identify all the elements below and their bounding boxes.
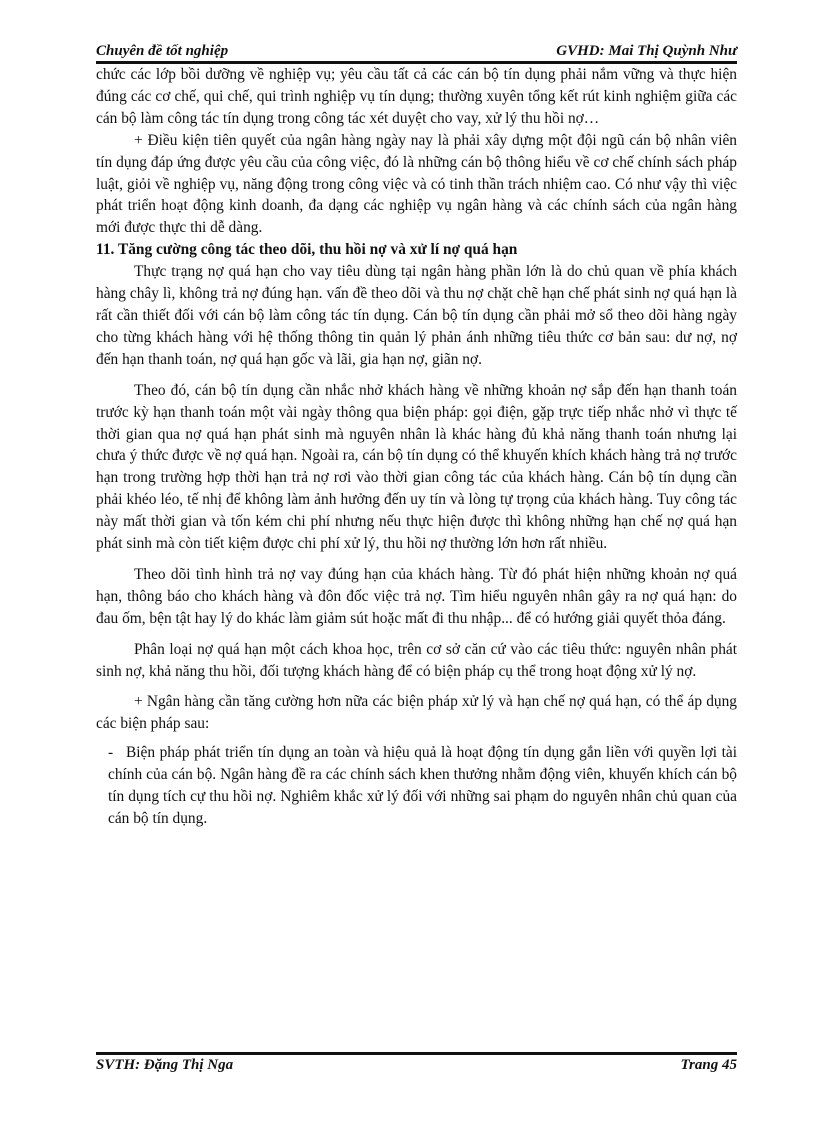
footer-rule <box>96 1052 737 1055</box>
paragraph-reminders: Theo đó, cán bộ tín dụng cần nhắc nhở khách hàng về những khoản nợ sắp đến hạn thanh toán trước kỳ hạn thanh toán một vài ngày thông qua biện pháp: gọi điện, gặp trực tiếp nhắc nhở vì thực tế thời gian qua nợ quá hạn phát sinh mà nguyên nhân là khác hàng đủ khả năng thanh toán nhưng lại chưa ý thức được về nợ quá hạn. Ngoài ra, cán bộ tín dụng có thể khuyến khích khách hàng trả nợ trước hạn trong trường hợp thời hạn trả nợ rơi vào thời gian công tác của khách hàng. Cán bộ tín dụng cần phải khéo léo, tế nhị để không làm ảnh hưởng đến uy tín và lòng tự trọng của khách hàng. Tuy công tác này mất thời gian và tốn kém chi phí nhưng nếu thực hiện được thì không những hạn chế nợ quá hạn phát sinh mà còn tiết kiệm được chi phí xử lý, thu hồi nợ thường lớn hơn rất nhiều. <box>96 381 737 553</box>
page-footer <box>96 1057 737 1074</box>
paragraph-staff-quality: + Điều kiện tiên quyết của ngân hàng ngày nay là phải xây dựng một đội ngũ cán bộ nhân viên tín dụng đáp ứng được yêu cầu của công việc, đó là những cán bộ thông hiểu về cơ chế chính sách pháp luật, giỏi về nghiệp vụ, năng động trong công việc và có tinh thần trách nhiệm cao. Có như vậy thì việc phát triển hoạt động kinh doanh, đa dạng các nghiệp vụ ngân hàng và các chính sách của ngân hàng mới được thực thi dễ dàng. <box>96 131 737 237</box>
list-item <box>96 742 737 830</box>
section-heading: 11. Tăng cường công tác theo dõi, thu hồi nợ và xử lí nợ quá hạn <box>96 241 518 259</box>
document-body <box>96 64 737 830</box>
paragraph-classification: Phân loại nợ quá hạn một cách khoa học, trên cơ sở căn cứ vào các tiêu thức: nguyên nhân phát sinh nợ, khả năng thu hồi, đối tượng khách hàng để có biện pháp cụ thể trong hoạt động xử lý nợ. <box>96 640 737 680</box>
list-dash: - <box>108 744 114 762</box>
list-item-text: Biện pháp phát triển tín dụng an toàn và hiệu quả là hoạt động tín dụng gắn liền với quyền lợi tài chính của cán bộ. Ngân hàng đề ra các chính sách khen thưởng nhằm động viên, khuyến khích cán bộ tín dụng tích cự thu hồi nợ. Nghiêm khắc xử lý đối với những sai phạm do nguyên nhân chủ quan của cán bộ tín dụng. <box>108 744 737 827</box>
header-title: Chuyên đề tốt nghiệp <box>96 43 229 59</box>
footer-author: SVTH: Đặng Thị Nga <box>96 1057 234 1073</box>
paragraph-monitoring: Theo dõi tình hình trả nợ vay đúng hạn của khách hàng. Từ đó phát hiện những khoản nợ quá hạn, thông báo cho khách hàng và đôn đốc việc trả nợ. Tìm hiểu nguyên nhân gây ra nợ quá hạn: do đau ốm, bện tật hay lý do khác làm giảm sút hoặc mất đi thu nhập... để có hướng giải quyết thỏa đáng. <box>96 565 737 627</box>
page-header <box>96 38 737 60</box>
header-advisor: GVHD: Mai Thị Quỳnh Như <box>556 43 737 59</box>
page-number: Trang 45 <box>680 1057 737 1073</box>
paragraph-measures-intro: + Ngân hàng cần tăng cường hơn nữa các biện pháp xử lý và hạn chế nợ quá hạn, có thể áp dụng các biện pháp sau: <box>96 693 737 733</box>
paragraph-continuation: chức các lớp bồi dưỡng về nghiệp vụ; yêu cầu tất cả các cán bộ tín dụng phải nắm vững và thực hiện đúng các cơ chế, qui chế, qui trình nghiệp vụ tín dụng; thường xuyên tổng kết rút kinh nghiệm giữa các cán bộ làm công tác tín dụng trong công tác xét duyệt cho vay, xử lý thu hồi nợ… <box>96 66 737 127</box>
paragraph-overdue-situation: Thực trạng nợ quá hạn cho vay tiêu dùng tại ngân hàng phần lớn là do chủ quan về phía khách hàng chây lì, không trả nợ đúng hạn. vấn đề theo dõi và thu nợ chặt chẽ hạn chế phát sinh nợ quá hạn là rất cần thiết đối với cán bộ làm công tác tín dụng. Cán bộ tín dụng cần phải mở sổ theo dõi hàng ngày cho từng khách hàng với hệ thống thông tin quản lý phản ánh những tiêu thức cơ bản sau: dư nợ, nợ đến hạn thanh toán, nợ quá hạn gốc và lãi, gia hạn nợ, giãn nợ. <box>96 263 737 368</box>
